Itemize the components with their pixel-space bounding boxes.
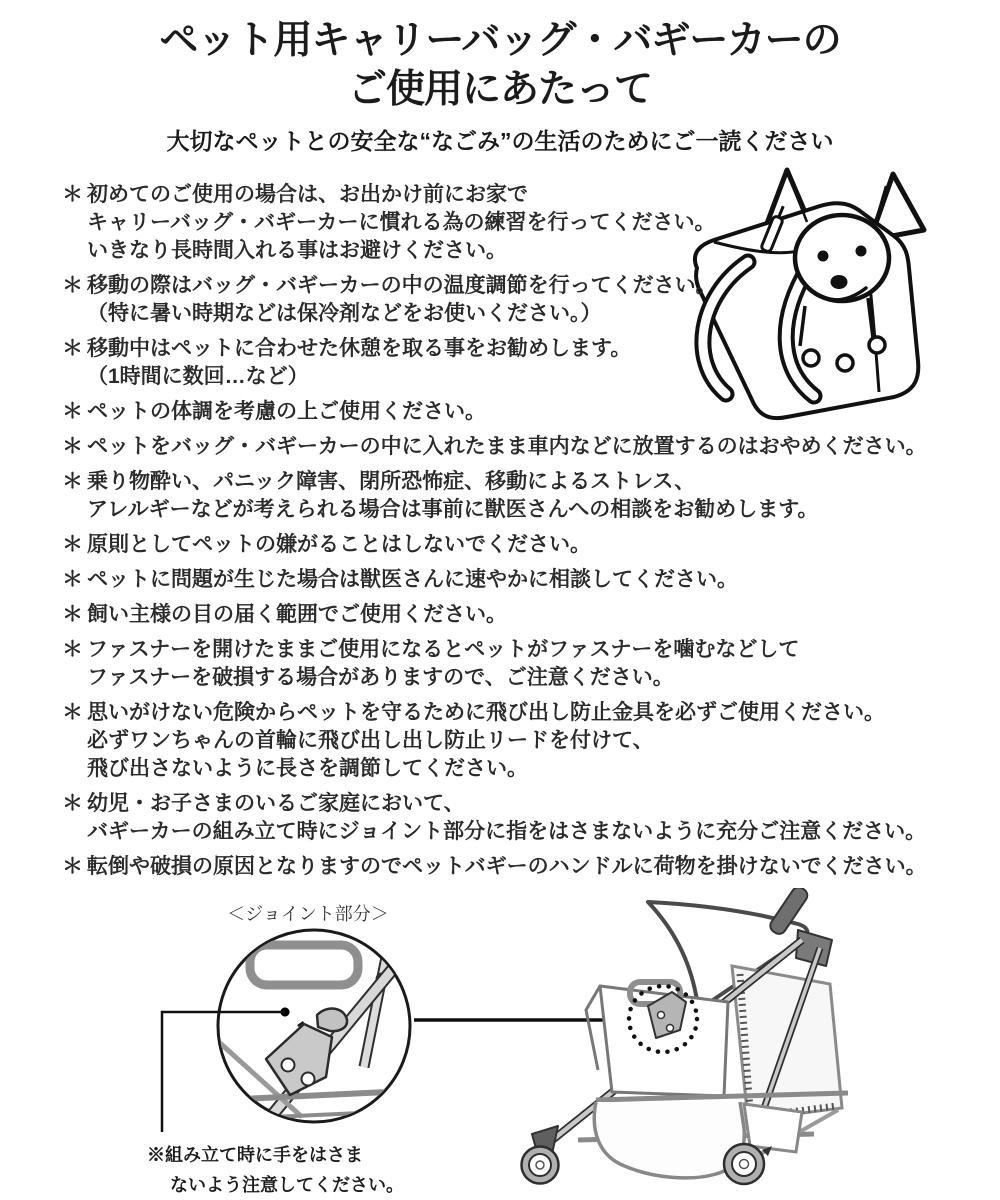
list-item <box>62 181 972 265</box>
list-item <box>62 272 972 328</box>
list-item <box>62 335 972 391</box>
bullet-line: 幼児・お子さまのいるご家庭において、 <box>87 792 465 815</box>
bullet-marker: ＊ <box>62 183 83 206</box>
list-item <box>62 468 972 524</box>
bullet-line: 移動中はペットに合わせた休憩を取る事をお勧めします。 <box>87 337 632 360</box>
bullet-line: 転倒や破損の原因となりますのでペットバギーのハンドルに荷物を掛けないでください。 <box>87 855 927 878</box>
bullet-marker: ＊ <box>62 701 83 724</box>
bullet-marker: ＊ <box>62 435 83 458</box>
list-item <box>62 566 972 594</box>
list-item <box>62 790 972 846</box>
bullet-marker: ＊ <box>62 855 83 878</box>
bullet-line: ペットに問題が生じた場合は獣医さんに速やかに相談してください。 <box>87 568 738 591</box>
page-subtitle: 大切なペットとの安全な“なごみ”の生活のためにご一読ください <box>166 128 834 154</box>
bullet-line: ファスナーを開けたままご使用になるとペットがファスナーを噛むなどして <box>87 638 800 661</box>
bullet-line: （1時間に数回…など） <box>87 365 309 388</box>
bullet-line: ファスナーを破損する場合がありますので、ご注意ください。 <box>87 666 674 689</box>
assembly-caution-note-line2: ないよう注意してください。 <box>170 1175 404 1195</box>
bullet-marker: ＊ <box>62 568 83 591</box>
bullet-line: 飛び出さないように長さを調節してください。 <box>87 757 528 780</box>
bullet-marker: ＊ <box>62 274 83 297</box>
bullet-line: ペットの体調を考慮の上ご使用ください。 <box>87 400 486 423</box>
bullet-line: アレルギーなどが考えられる場合は事前に獣医さんへの相談をお勧めします。 <box>87 498 819 521</box>
bullet-line: バギーカーの組み立て時にジョイント部分に指をはさまないように充分ご注意ください。 <box>87 820 927 843</box>
list-item <box>62 433 972 461</box>
bullet-marker: ＊ <box>62 470 83 493</box>
bullet-marker: ＊ <box>62 638 83 661</box>
bullet-line: ペットをバッグ・バギーカーの中に入れたまま車内などに放置するのはおやめください。 <box>87 435 927 458</box>
list-item <box>62 853 972 881</box>
bullet-line: 飼い主様の目の届く範囲でご使用ください。 <box>87 603 507 626</box>
list-item <box>62 398 972 426</box>
bullet-marker: ＊ <box>62 337 83 360</box>
assembly-caution-note-line1: ※組み立て時に手をはさま <box>147 1145 363 1165</box>
page-title <box>0 0 1000 114</box>
bullet-marker: ＊ <box>62 400 83 423</box>
list-item <box>62 699 972 783</box>
title-line-2: ご使用にあたって <box>347 68 652 111</box>
list-item <box>62 601 972 629</box>
instruction-list <box>62 181 972 881</box>
bullet-marker: ＊ <box>62 603 83 626</box>
bullet-marker: ＊ <box>62 533 83 556</box>
pet-buggy-illustration <box>500 888 920 1200</box>
bullet-line: 原則としてペットの嫌がることはしないでください。 <box>87 533 591 556</box>
bullet-line: キャリーバッグ・バギーカーに慣れる為の練習を行ってください。 <box>87 211 716 234</box>
bullet-line: （特に暑い時期などは保冷剤などをお使いください。） <box>87 302 602 325</box>
bullet-line: 移動の際はバッグ・バギーカーの中の温度調節を行ってください。 <box>87 274 717 297</box>
bullet-line: いきなり長時間入れる事はお避けください。 <box>87 239 507 262</box>
title-line-1: ペット用キャリーバッグ・バギーカーの <box>159 19 841 62</box>
bullet-line: 思いがけない危険からペットを守るために飛び出し防止金具を必ずご使用ください。 <box>87 701 885 724</box>
bullet-marker: ＊ <box>62 792 83 815</box>
joint-part-label: ＜ジョイント部分＞ <box>227 904 389 924</box>
list-item <box>62 531 972 559</box>
bullet-line: 必ずワンちゃんの首輪に飛び出し出し防止リードを付けて、 <box>87 729 654 752</box>
bullet-line: 乗り物酔い、パニック障害、閉所恐怖症、移動によるストレス、 <box>87 470 696 493</box>
pet-buggy-icon <box>500 888 920 1200</box>
bullet-line: 初めてのご使用の場合は、お出かけ前にお家で <box>87 183 528 206</box>
list-item <box>62 636 972 692</box>
